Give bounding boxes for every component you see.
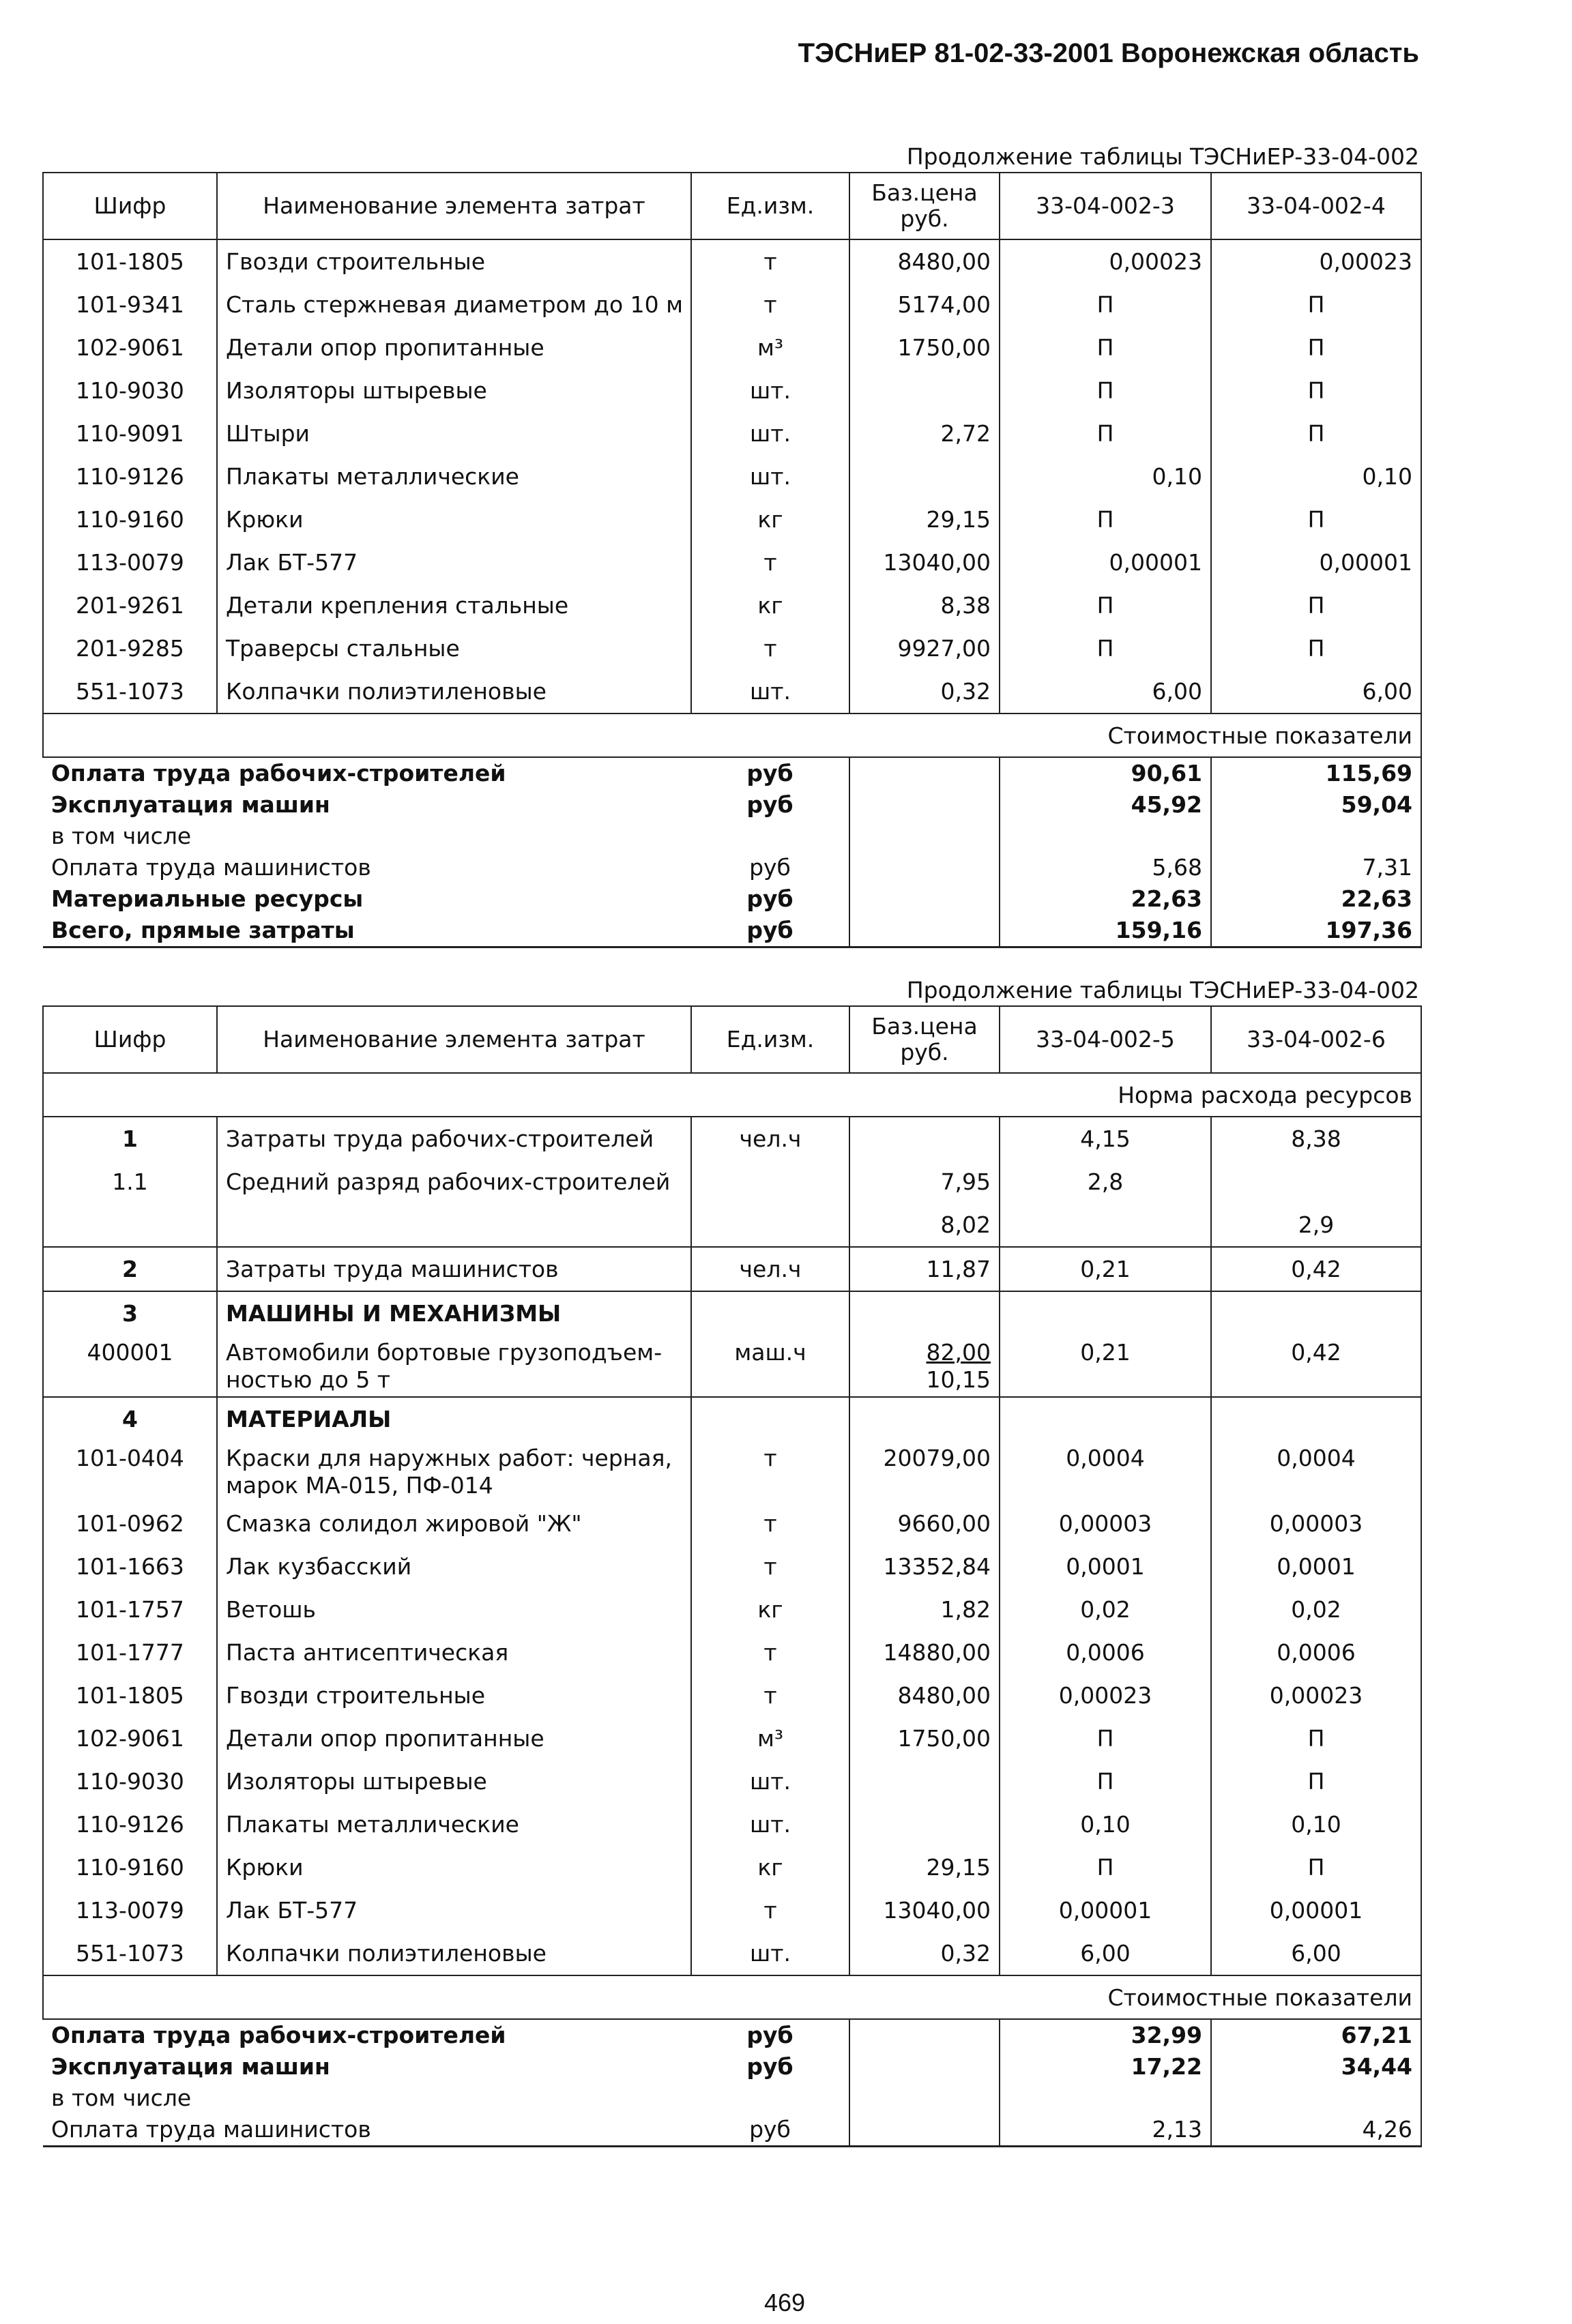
cost-price: [849, 852, 1000, 883]
cell-unit: т: [691, 627, 849, 670]
cell-price: 14880,00: [849, 1631, 1000, 1674]
cost-value-1: 45,92: [1000, 789, 1211, 821]
cell-unit: т: [691, 1674, 849, 1717]
cell-unit: т: [691, 541, 849, 584]
cell-unit: шт.: [691, 412, 849, 455]
cell-code: 110-9030: [43, 369, 217, 412]
cell-price: [849, 1803, 1000, 1846]
cell-code: 110-9030: [43, 1760, 217, 1803]
col-header-norm-4: 33-04-002-4: [1211, 173, 1421, 239]
cell-unit: т: [691, 1441, 849, 1502]
cell-v2: 0,00003: [1211, 1502, 1421, 1545]
cell-name: Ветошь: [217, 1588, 691, 1631]
cost-unit: руб: [746, 2022, 794, 2048]
cell-code: 1.1: [43, 1160, 217, 1203]
cost-label: Эксплуатация машин: [51, 791, 330, 818]
cell-price: 8480,00: [849, 239, 1000, 283]
cell-price: 29,15: [849, 1846, 1000, 1889]
cell-code: 110-9126: [43, 455, 217, 498]
cost-label: Оплата труда рабочих-строителей: [51, 2022, 506, 2048]
col-header-code: Шифр: [43, 1006, 217, 1073]
cell-code: 113-0079: [43, 1889, 217, 1932]
cost-label: Материальные ресурсы: [51, 885, 364, 912]
cost-value-2: 59,04: [1211, 789, 1421, 821]
cell-unit: [691, 1160, 849, 1203]
cell-v2: П: [1211, 1717, 1421, 1760]
cell-price: [849, 369, 1000, 412]
cell-unit: т: [691, 1631, 849, 1674]
cost-price: [849, 915, 1000, 947]
cell-unit: м³: [691, 326, 849, 369]
cell-code: 101-1663: [43, 1545, 217, 1588]
cell-unit: кг: [691, 1588, 849, 1631]
empty-cell: [1000, 1291, 1211, 1335]
table-row: [43, 1846, 1421, 1889]
col-header-code: Шифр: [43, 173, 217, 239]
cell-code: 101-1805: [43, 1674, 217, 1717]
col-header-unit: Ед.изм.: [691, 173, 849, 239]
cell-v2: П: [1211, 1760, 1421, 1803]
cell-v1: 4,15: [1000, 1117, 1211, 1160]
cell-v1: 0,00001: [1000, 1889, 1211, 1932]
cell-unit: т: [691, 1889, 849, 1932]
cell-name: Лак БТ-577: [217, 1889, 691, 1932]
cell-norm-4: 0,00001: [1211, 541, 1421, 584]
cell-unit: шт.: [691, 1803, 849, 1846]
cost-row: [43, 789, 1421, 821]
cost-value-1: 32,99: [1000, 2019, 1211, 2051]
cell-price: 8,02: [849, 1203, 1000, 1247]
cost-section-header-label: Стоимостные показатели: [43, 714, 1421, 757]
cell-v1: 0,0006: [1000, 1631, 1211, 1674]
col-header-norm-5: 33-04-002-5: [1000, 1006, 1211, 1073]
table-row: [43, 1247, 1421, 1291]
cell-unit: т: [691, 283, 849, 326]
cost-value-1: 2,13: [1000, 2114, 1211, 2147]
cell-name: Изоляторы штыревые: [217, 1760, 691, 1803]
cell-name: Изоляторы штыревые: [217, 369, 691, 412]
cell-norm-4: П: [1211, 283, 1421, 326]
cell-price: 20079,00: [849, 1441, 1000, 1502]
table1-body: [43, 239, 1421, 947]
cost-unit: руб: [746, 791, 794, 818]
cell-code: 113-0079: [43, 541, 217, 584]
table1: [42, 172, 1422, 948]
cell-price: 0,32: [849, 670, 1000, 714]
cell-v2: 8,38: [1211, 1117, 1421, 1160]
cost-price: [849, 2019, 1000, 2051]
cell-norm-4: П: [1211, 627, 1421, 670]
cost-row: [43, 852, 1421, 883]
cell-v1: 0,10: [1000, 1803, 1211, 1846]
cost-unit: руб: [749, 854, 791, 881]
cell-name: Гвозди строительные: [217, 239, 691, 283]
cell-v1: 0,0001: [1000, 1545, 1211, 1588]
cell-unit: шт.: [691, 455, 849, 498]
cell-price: 13040,00: [849, 1889, 1000, 1932]
cell-norm-3: П: [1000, 584, 1211, 627]
cell-v1: 0,00003: [1000, 1502, 1211, 1545]
cell-v1: П: [1000, 1717, 1211, 1760]
cost-row: [43, 757, 1421, 789]
cell-price: 9660,00: [849, 1502, 1000, 1545]
cell-v1: П: [1000, 1846, 1211, 1889]
col-header-norm-3: 33-04-002-3: [1000, 173, 1211, 239]
cost-value-1: [1000, 2083, 1211, 2114]
table-row: [43, 1932, 1421, 1975]
cell-code: [43, 1203, 217, 1247]
cost-unit: [691, 2083, 849, 2114]
cell-unit: шт.: [691, 1932, 849, 1975]
table-row: [43, 455, 1421, 498]
cell-unit: т: [691, 1502, 849, 1545]
cell-unit: кг: [691, 1846, 849, 1889]
cell-v1: [1000, 1203, 1211, 1247]
cell-name: Колпачки полиэтиленовые: [217, 670, 691, 714]
cell-norm-4: П: [1211, 584, 1421, 627]
cell-v1: 2,8: [1000, 1160, 1211, 1203]
cell-name: Гвозди строительные: [217, 1674, 691, 1717]
cost-value-2: [1211, 2083, 1421, 2114]
cell-price: 1,82: [849, 1588, 1000, 1631]
cell-code: 551-1073: [43, 1932, 217, 1975]
norm-section-header-label: Норма расхода ресурсов: [43, 1073, 1421, 1117]
table-row: [43, 239, 1421, 283]
table-row: [43, 1117, 1421, 1160]
cell-v2: 2,9: [1211, 1203, 1421, 1247]
cost-row: [43, 883, 1421, 915]
empty-cell: [1000, 1397, 1211, 1441]
table-row: [43, 1160, 1421, 1203]
table-row: [43, 1631, 1421, 1674]
cell-name: Крюки: [217, 1846, 691, 1889]
cost-price: [849, 883, 1000, 915]
empty-cell: [849, 1397, 1000, 1441]
cost-label: в том числе: [51, 823, 192, 849]
cost-section-header: [43, 1975, 1421, 2019]
cost-value-1: 5,68: [1000, 852, 1211, 883]
table-row: [43, 1717, 1421, 1760]
cost-price: [849, 757, 1000, 789]
col-header-name: Наименование элемента затрат: [217, 1006, 691, 1073]
cell-v2: 0,00001: [1211, 1889, 1421, 1932]
cell-unit: кг: [691, 498, 849, 541]
cost-row: [43, 2051, 1421, 2083]
cell-name: Паста антисептическая: [217, 1631, 691, 1674]
cost-label: Всего, прямые затраты: [43, 915, 691, 947]
cell-unit: м³: [691, 1717, 849, 1760]
table-row: [43, 369, 1421, 412]
cell-code: 110-9126: [43, 1803, 217, 1846]
cell-code: 101-1805: [43, 239, 217, 283]
table-row: [43, 326, 1421, 369]
cell-price: 29,15: [849, 498, 1000, 541]
cell-name: Крюки: [217, 498, 691, 541]
section-code: 4: [43, 1397, 217, 1441]
empty-cell: [849, 1291, 1000, 1335]
cost-value-1: 159,16: [1000, 915, 1211, 947]
cell-price: 0,32: [849, 1932, 1000, 1975]
cell-norm-3: 6,00: [1000, 670, 1211, 714]
cost-value-1: [1000, 821, 1211, 852]
cell-norm-3: 0,10: [1000, 455, 1211, 498]
cell-v1: 0,02: [1000, 1588, 1211, 1631]
cell-v2: 0,0006: [1211, 1631, 1421, 1674]
cell-v1: 6,00: [1000, 1932, 1211, 1975]
cell-code: 201-9285: [43, 627, 217, 670]
cell-name: Автомобили бортовые грузоподъем-ностью до 5 т: [217, 1335, 691, 1397]
cell-code: 110-9160: [43, 498, 217, 541]
cell-v2: 0,42: [1211, 1247, 1421, 1291]
cost-value-2: 22,63: [1211, 883, 1421, 915]
cell-code: 110-9091: [43, 412, 217, 455]
section-title: МАШИНЫ И МЕХАНИЗМЫ: [217, 1291, 691, 1335]
cell-v2: 0,42: [1211, 1335, 1421, 1397]
table-row: [43, 1502, 1421, 1545]
cost-value-2: 197,36: [1211, 915, 1421, 947]
cell-unit: шт.: [691, 369, 849, 412]
cell-name: Детали опор пропитанные: [217, 326, 691, 369]
cost-value-1: 22,63: [1000, 883, 1211, 915]
cost-label: в том числе: [51, 2085, 192, 2111]
cell-unit: [691, 1203, 849, 1247]
cost-price: [849, 2051, 1000, 2083]
cost-value-2: [1211, 821, 1421, 852]
cell-price: [849, 1335, 1000, 1397]
cell-code: 101-1777: [43, 1631, 217, 1674]
table-row: [43, 1441, 1421, 1502]
machines-section: [43, 1291, 1421, 1335]
cost-unit: руб: [746, 760, 794, 786]
cost-unit: руб: [691, 2114, 849, 2147]
document-header: ТЭСНиЕР 81-02-33-2001 Воронежская область: [798, 38, 1419, 68]
section-code: 3: [43, 1291, 217, 1335]
table-row: [43, 584, 1421, 627]
cost-price: [849, 2083, 1000, 2114]
cell-v2: 0,00023: [1211, 1674, 1421, 1717]
table2: [42, 1005, 1422, 2147]
cell-norm-3: П: [1000, 412, 1211, 455]
cell-price: [849, 455, 1000, 498]
cell-name: Колпачки полиэтиленовые: [217, 1932, 691, 1975]
price-line-1: 82,00: [926, 1339, 991, 1366]
cell-v2: П: [1211, 1846, 1421, 1889]
table2-body: [43, 1073, 1421, 2147]
cell-price: [849, 1117, 1000, 1160]
empty-cell: [1211, 1291, 1421, 1335]
cell-code: 101-1757: [43, 1588, 217, 1631]
cell-v2: 0,02: [1211, 1588, 1421, 1631]
cell-price: 13040,00: [849, 541, 1000, 584]
machine-row: [43, 1335, 1421, 1397]
cell-v1: 0,00023: [1000, 1674, 1211, 1717]
cell-code: 551-1073: [43, 670, 217, 714]
cell-name: Плакаты металлические: [217, 1803, 691, 1846]
cost-label: Эксплуатация машин: [51, 2053, 330, 2080]
cell-norm-3: П: [1000, 369, 1211, 412]
table2-continuation-caption: Продолжение таблицы ТЭСНиЕР-33-04-002: [906, 977, 1419, 1003]
cost-price: [849, 2114, 1000, 2147]
table-row: [43, 283, 1421, 326]
empty-cell: [691, 1291, 849, 1335]
cost-label: Оплата труда рабочих-строителей: [51, 760, 506, 786]
cell-v1: 0,21: [1000, 1335, 1211, 1397]
cell-name: Лак БТ-577: [217, 541, 691, 584]
empty-cell: [691, 1397, 849, 1441]
cell-code: 102-9061: [43, 326, 217, 369]
cell-norm-3: 0,00001: [1000, 541, 1211, 584]
cell-norm-4: П: [1211, 326, 1421, 369]
cell-norm-4: П: [1211, 369, 1421, 412]
cell-v2: 0,0004: [1211, 1441, 1421, 1502]
cell-code: 1: [43, 1117, 217, 1160]
cell-price: 11,87: [849, 1247, 1000, 1291]
cell-name: Краски для наружных работ: черная, марок МА-015, ПФ-014: [217, 1441, 691, 1502]
cell-price: 1750,00: [849, 1717, 1000, 1760]
cost-price: [849, 789, 1000, 821]
cell-v2: 0,0001: [1211, 1545, 1421, 1588]
cost-row: [43, 2083, 1421, 2114]
cost-unit: руб: [746, 2053, 794, 2080]
col-header-unit: Ед.изм.: [691, 1006, 849, 1073]
norm-section-header: [43, 1073, 1421, 1117]
cost-row: [43, 915, 1421, 947]
table-row: [43, 412, 1421, 455]
table1-continuation-caption: Продолжение таблицы ТЭСНиЕР-33-04-002: [906, 143, 1419, 170]
cost-row: [43, 2019, 1421, 2051]
cell-v1: 0,0004: [1000, 1441, 1211, 1502]
cost-section-header-label: Стоимостные показатели: [43, 1975, 1421, 2019]
cell-name: Затраты труда машинистов: [217, 1247, 691, 1291]
cell-unit: шт.: [691, 670, 849, 714]
cell-norm-3: П: [1000, 498, 1211, 541]
table-row: [43, 1674, 1421, 1717]
table-row: [43, 1803, 1421, 1846]
cell-code: 101-0404: [43, 1441, 217, 1502]
cell-name: Траверсы стальные: [217, 627, 691, 670]
cost-row: [43, 821, 1421, 852]
cell-norm-4: 0,00023: [1211, 239, 1421, 283]
table-row: [43, 1760, 1421, 1803]
table-row: [43, 627, 1421, 670]
cell-code: 201-9261: [43, 584, 217, 627]
cost-value-2: 7,31: [1211, 852, 1421, 883]
cell-price: 13352,84: [849, 1545, 1000, 1588]
cell-name: [217, 1203, 691, 1247]
cost-value-1: 17,22: [1000, 2051, 1211, 2083]
section-title: МАТЕРИАЛЫ: [217, 1397, 691, 1441]
cell-name: Смазка солидол жировой "Ж": [217, 1502, 691, 1545]
cell-name: Штыри: [217, 412, 691, 455]
cell-name: Детали опор пропитанные: [217, 1717, 691, 1760]
cell-price: 8480,00: [849, 1674, 1000, 1717]
cell-code: 101-0962: [43, 1502, 217, 1545]
col-header-price: Баз.цена руб.: [849, 1006, 1000, 1073]
cost-price: [849, 821, 1000, 852]
cell-name: Затраты труда рабочих-строителей: [217, 1117, 691, 1160]
cell-norm-4: П: [1211, 412, 1421, 455]
cost-label: Оплата труда машинистов: [43, 2114, 691, 2147]
page-number: 469: [763, 2289, 806, 2316]
cell-price: 1750,00: [849, 326, 1000, 369]
cell-norm-4: 6,00: [1211, 670, 1421, 714]
cell-unit: маш.ч: [691, 1335, 849, 1397]
table-row: [43, 498, 1421, 541]
cost-unit: руб: [746, 885, 794, 912]
cell-norm-4: П: [1211, 498, 1421, 541]
cell-name: Средний разряд рабочих-строителей: [217, 1160, 691, 1203]
table-row: [43, 1889, 1421, 1932]
cell-price: 7,95: [849, 1160, 1000, 1203]
cell-unit: т: [691, 239, 849, 283]
cell-unit: чел.ч: [691, 1247, 849, 1291]
cell-v2: 6,00: [1211, 1932, 1421, 1975]
materials-section: [43, 1397, 1421, 1441]
cell-norm-4: 0,10: [1211, 455, 1421, 498]
table-row: [43, 670, 1421, 714]
cell-code: 400001: [43, 1335, 217, 1397]
cell-norm-3: 0,00023: [1000, 239, 1211, 283]
table-row: [43, 1203, 1421, 1247]
cell-name: Сталь стержневая диаметром до 10 м: [217, 283, 691, 326]
cost-value-2: 4,26: [1211, 2114, 1421, 2147]
cell-name: Лак кузбасский: [217, 1545, 691, 1588]
cell-name: Детали крепления стальные: [217, 584, 691, 627]
cost-value-2: 34,44: [1211, 2051, 1421, 2083]
cell-price: 2,72: [849, 412, 1000, 455]
cell-v2: [1211, 1160, 1421, 1203]
empty-cell: [1211, 1397, 1421, 1441]
cell-unit: чел.ч: [691, 1117, 849, 1160]
cost-row: [43, 2114, 1421, 2147]
cell-v1: П: [1000, 1760, 1211, 1803]
cost-value-1: 90,61: [1000, 757, 1211, 789]
price-line-2: 10,15: [926, 1366, 991, 1393]
cost-value-2: 115,69: [1211, 757, 1421, 789]
cell-price: 8,38: [849, 584, 1000, 627]
cost-label: Оплата труда машинистов: [51, 854, 371, 881]
table-row: [43, 1588, 1421, 1631]
cell-v2: 0,10: [1211, 1803, 1421, 1846]
cell-price: 5174,00: [849, 283, 1000, 326]
cell-code: 110-9160: [43, 1846, 217, 1889]
cost-section-header: [43, 714, 1421, 757]
cell-norm-3: П: [1000, 627, 1211, 670]
col-header-name: Наименование элемента затрат: [217, 173, 691, 239]
cell-code: 102-9061: [43, 1717, 217, 1760]
table-row: [43, 1545, 1421, 1588]
cost-value-2: 67,21: [1211, 2019, 1421, 2051]
table-row: [43, 541, 1421, 584]
cell-price: 9927,00: [849, 627, 1000, 670]
cell-norm-3: П: [1000, 326, 1211, 369]
cell-code: 101-9341: [43, 283, 217, 326]
cost-unit: руб: [691, 915, 849, 947]
cell-name: Плакаты металлические: [217, 455, 691, 498]
col-header-price: Баз.цена руб.: [849, 173, 1000, 239]
cost-unit: [691, 821, 849, 852]
cell-price: [849, 1760, 1000, 1803]
col-header-norm-6: 33-04-002-6: [1211, 1006, 1421, 1073]
cell-code: 2: [43, 1247, 217, 1291]
cell-v1: 0,21: [1000, 1247, 1211, 1291]
cell-unit: кг: [691, 584, 849, 627]
cell-unit: т: [691, 1545, 849, 1588]
cell-norm-3: П: [1000, 283, 1211, 326]
cell-unit: шт.: [691, 1760, 849, 1803]
